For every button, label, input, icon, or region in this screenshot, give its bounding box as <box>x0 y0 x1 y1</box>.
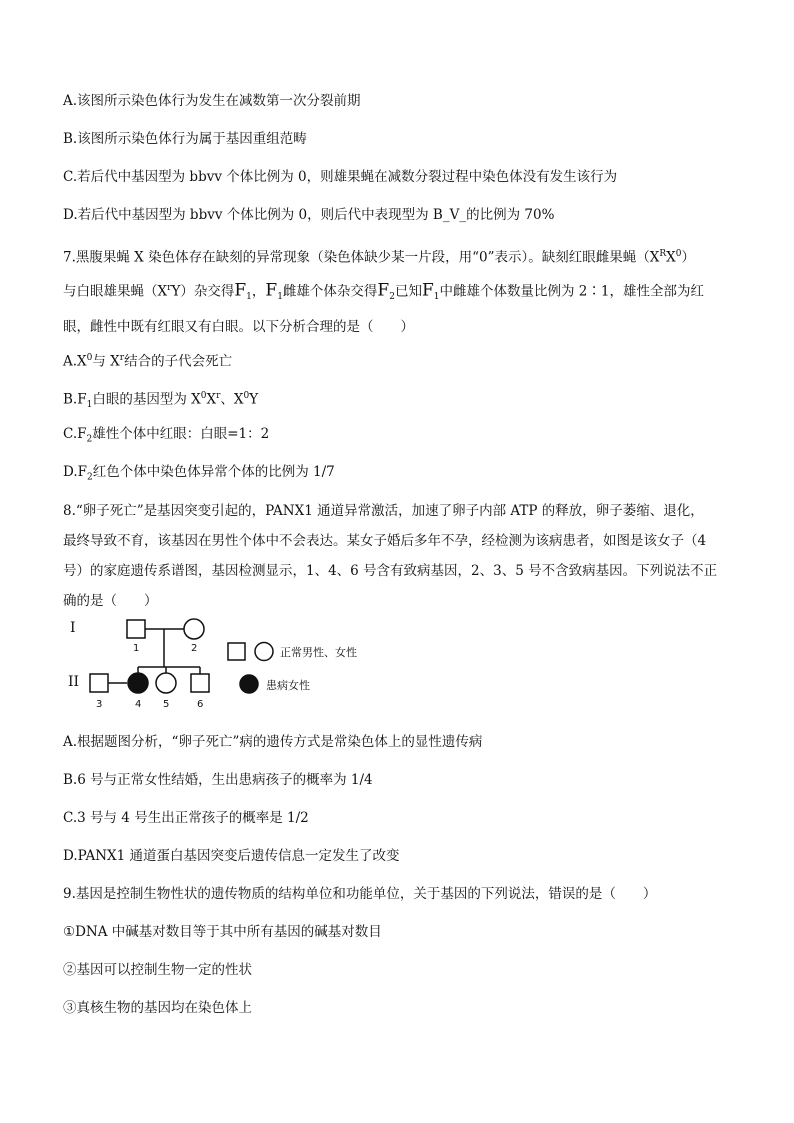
legend-male-square <box>228 643 245 660</box>
q7-option-b: $B.F_1$白眼的基因型为 $X^0X^r$、$X^0Y$ <box>63 391 259 411</box>
q7-option-d: $D.F_2$红色个体中染色体异常个体的比例为 1/7 <box>63 464 335 483</box>
q9-item-2: ②基因可以控制生物一定的性状 <box>63 962 252 978</box>
individual-5-number: 5 <box>163 699 170 710</box>
q8-stem-line4: 确的是（ ） <box>63 593 158 609</box>
q8-stem-line2: 最终导致不育，该基因在男性个体中不会表达。某女子婚后多年不孕，经检测为该病患者，如图是该女子（4 <box>63 533 707 549</box>
q9-item-3: ③真核生物的基因均在染色体上 <box>63 1000 252 1016</box>
individual-4-affected-female <box>128 673 148 693</box>
q6-option-a: A.该图所示染色体行为发生在减数第一次分裂前期 <box>63 93 361 109</box>
q8-stem <box>63 496 733 616</box>
generation-1-label: I <box>70 620 76 636</box>
q6-option-d: D.若后代中基因型为 bbvv 个体比例为 0，则后代中表现型为 B_V_的比例为 70% <box>63 207 555 223</box>
q6-option-b: B.该图所示染色体行为属于基因重组范畴 <box>63 131 307 147</box>
individual-1-normal-male <box>127 620 145 638</box>
q7-stem <box>63 239 733 342</box>
individual-4-number: 4 <box>135 699 142 710</box>
individual-3-number: 3 <box>96 699 103 710</box>
individual-6-normal-male <box>191 674 209 692</box>
generation-2-label: II <box>68 674 80 690</box>
individual-1-number: 1 <box>133 643 140 654</box>
q8-stem-line1: 8.“卵子死亡”是基因突变引起的，PANX1 通道异常激活，加速了卵子内部 ATP 的释放，卵子萎缩、退化， <box>63 503 704 519</box>
individual-2-normal-female <box>184 619 204 639</box>
q9-stem: 9.基因是控制生物性状的遗传物质的结构单位和功能单位，关于基因的下列说法，错误的是（ ） <box>63 886 657 902</box>
individual-2-number: 2 <box>191 643 198 654</box>
q8-option-c: C.3 号与 4 号生出正常孩子的概率是 1/2 <box>63 810 309 826</box>
individual-6-number: 6 <box>197 699 204 710</box>
individual-5-normal-female <box>156 673 176 693</box>
q6-option-c: C.若后代中基因型为 bbvv 个体比例为 0，则雄果蝇在减数分裂过程中染色体没有发生该行为 <box>63 169 618 185</box>
q7-option-a: $A.X^0$与 $X^r$结合的子代会死亡 <box>63 353 233 370</box>
q7-stem-line1: 7.黑腹果蝇 X 染色体存在缺刻的异常现象（染色体缺少某一片段，用“0”表示）。缺刻红眼雌果蝇$(X^RX^0)$ <box>63 249 695 266</box>
q9-item-1: ①DNA 中碱基对数目等于其中所有基因的碱基对数目 <box>63 924 382 940</box>
q7-stem-line2: 与白眼雄果蝇$(X^rY)$杂交得$F_1$，$F_1$雌雄个体杂交得$F_2$已知$F_1$中雌雄个体数量比例为 2∶1，雄性全部为红 <box>63 280 704 302</box>
legend-female-circle <box>255 643 273 661</box>
legend-affected-circle <box>240 675 258 693</box>
pedigree-chart <box>60 612 390 712</box>
individual-3-normal-male <box>90 674 108 692</box>
q8-option-d: D.PANX1 通道蛋白基因突变后遗传信息一定发生了改变 <box>63 848 400 864</box>
q8-stem-line3: 号）的家庭遗传系谱图，基因检测显示，1、4、6 号含有致病基因，2、3、5 号不含致病基因。下列说法不正 <box>63 563 718 579</box>
legend-affected-label: 患病女性 <box>266 679 310 692</box>
q8-option-a: A.根据题图分析，“卵子死亡”病的遗传方式是常染色体上的显性遗传病 <box>63 734 483 750</box>
q7-option-c: $C.F_2$雄性个体中红眼：白眼=1：2 <box>63 426 270 445</box>
q7-stem-line3: 眼，雌性中既有红眼又有白眼。以下分析合理的是（ ） <box>63 318 414 335</box>
q8-option-b: B.6 号与正常女性结婚，生出患病孩子的概率为 1/4 <box>63 772 373 788</box>
legend-normal-label: 正常男性、女性 <box>280 646 357 659</box>
